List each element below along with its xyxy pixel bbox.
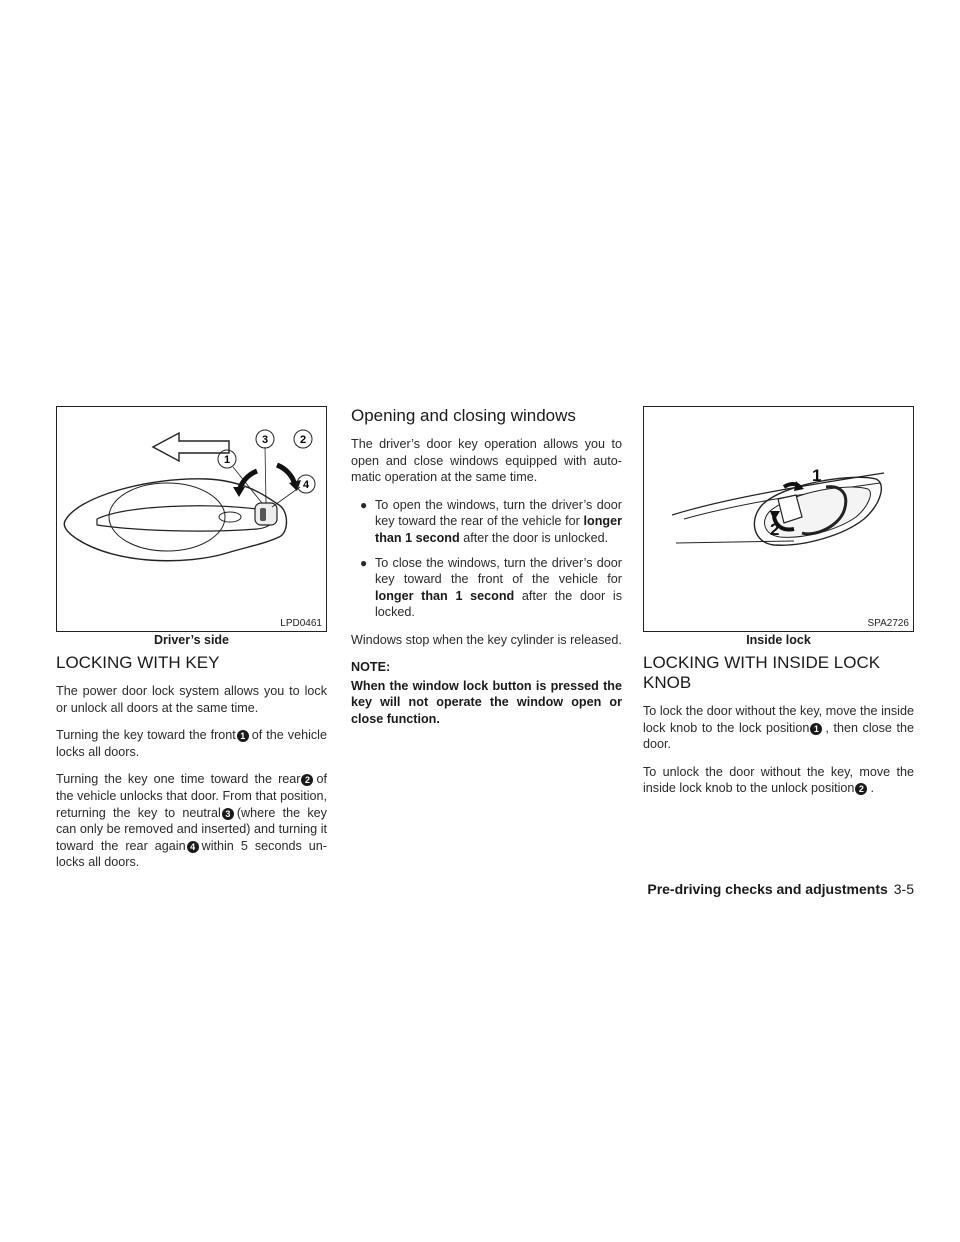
text: . xyxy=(870,781,874,796)
paragraph: The driver’s door key operation allows you to open and close windows equipped with auto- matic operation at the same time. xyxy=(351,437,622,485)
callout-number-icon: 2 xyxy=(301,774,313,786)
callout-number-icon: 3 xyxy=(222,808,234,820)
column-right xyxy=(643,406,914,808)
callout-number-icon: 1 xyxy=(810,723,822,735)
section-heading: LOCKING WITH KEY xyxy=(56,653,220,672)
column-middle xyxy=(351,406,622,727)
note-heading: NOTE: xyxy=(351,659,391,674)
callout-number-icon: 4 xyxy=(187,841,199,853)
callout-1: 1 xyxy=(223,454,231,466)
text: To lock the door without the key, move the inside lock knob to the lock position xyxy=(643,704,914,735)
callout-4: 4 xyxy=(302,479,310,491)
door-handle-illustration xyxy=(57,407,326,631)
paragraph: Windows stop when the key cylinder is released. xyxy=(351,632,622,647)
bullet-list xyxy=(351,497,622,621)
section-heading: LOCKING WITH INSIDE LOCK KNOB xyxy=(643,653,881,692)
text: (where the key can only be removed and inserted) and turning it toward the rear again xyxy=(56,805,327,853)
list-item xyxy=(351,497,622,547)
text: Turning the key one time toward the rear xyxy=(56,772,301,787)
text: of the vehicle locks all doors. xyxy=(56,728,327,759)
bullet-icon: ● xyxy=(360,555,368,570)
figure-code: SPA2726 xyxy=(867,618,909,629)
text: after the door is unlocked. xyxy=(463,530,609,545)
section-heading: Opening and closing windows xyxy=(351,406,576,425)
bullet-icon: ● xyxy=(360,497,368,512)
list-item xyxy=(351,555,622,621)
figure-caption: Inside lock xyxy=(746,633,811,647)
page-number: 3-5 xyxy=(893,881,914,897)
figure-caption: Driver’s side xyxy=(153,633,230,647)
text-bold: longer than 1 second xyxy=(375,514,623,545)
note-body: When the window lock button is pressed the key will not operate the window open or close function. xyxy=(351,678,622,726)
text-bold: longer than 1 second xyxy=(375,588,515,603)
text: To close the windows, turn the driver’s door key toward the front of the vehicle for xyxy=(375,555,622,587)
paragraph xyxy=(56,771,327,871)
figure-inside-lock xyxy=(643,406,914,632)
figure-drivers-side-key xyxy=(56,406,327,632)
inside-lock-illustration xyxy=(644,407,913,631)
page-footer xyxy=(647,881,914,897)
paragraph xyxy=(643,764,914,797)
figure-code: LPD0461 xyxy=(280,618,322,629)
text: after the door is locked. xyxy=(375,588,622,620)
callout-1: 1 xyxy=(812,466,822,485)
text: , then close the door. xyxy=(643,720,914,752)
paragraph xyxy=(643,703,914,753)
callout-number-icon: 2 xyxy=(855,783,867,795)
callout-3: 3 xyxy=(261,434,269,446)
callout-number-icon: 1 xyxy=(237,730,249,742)
paragraph xyxy=(56,727,327,760)
text: of the vehicle unlocks that door. From that position, returning the key to neutral xyxy=(56,772,327,820)
callout-2: 2 xyxy=(299,434,307,446)
text: To open the windows, turn the driver’s door key toward the rear of the vehicle for xyxy=(375,497,622,529)
text: To unlock the door without the key, move the inside lock knob to the unlock position xyxy=(643,764,914,796)
paragraph: The power door lock system allows you to lock or unlock all doors at the same time. xyxy=(56,684,327,715)
footer-section-title: Pre-driving checks and adjustments xyxy=(647,881,888,897)
column-left xyxy=(56,406,327,882)
callout-2: 2 xyxy=(770,520,780,539)
text: within 5 seconds un- locks all doors. xyxy=(56,838,328,870)
text: Turning the key toward the front xyxy=(56,728,236,743)
